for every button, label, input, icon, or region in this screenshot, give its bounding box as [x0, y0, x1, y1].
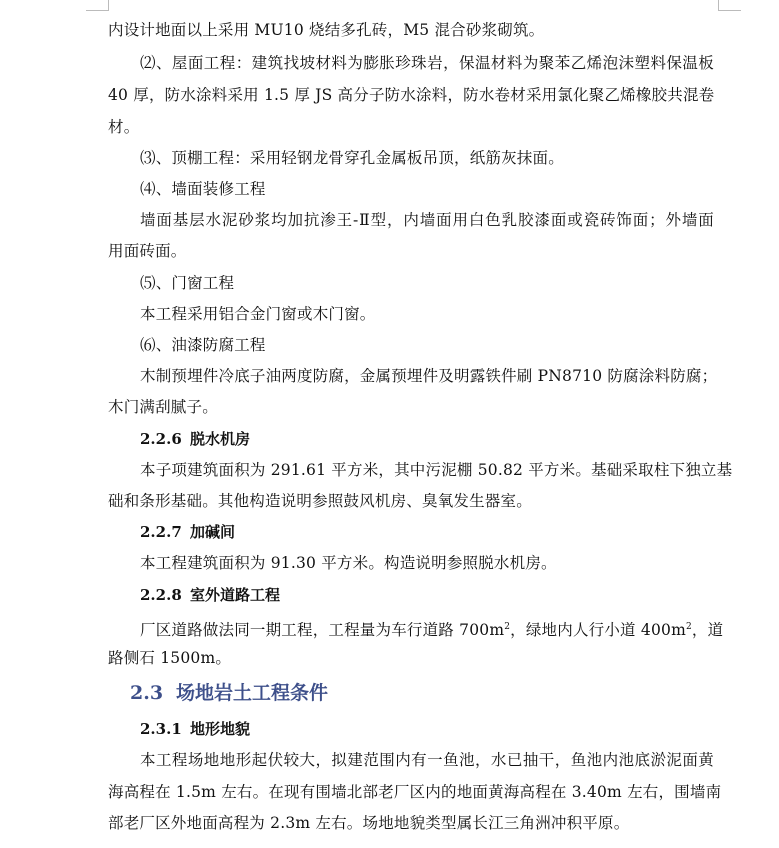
section-heading-2-2-7 [140, 522, 235, 542]
body-line: ⑹、油漆防腐工程 [140, 336, 266, 354]
body-line: 本工程建筑面积为 91.30 平方米。构造说明参照脱水机房。 [140, 554, 557, 572]
section-number: 2.2.7 [140, 523, 182, 541]
section-heading-2-3 [130, 681, 328, 705]
section-number: 2.3.1 [140, 720, 182, 738]
body-line: 用面砖面。 [108, 242, 187, 260]
text-run: ，绿地内人行小道 400m [510, 621, 686, 640]
section-title: 场地岩土工程条件 [176, 682, 329, 704]
superscript: 2 [685, 622, 692, 632]
body-line: 材。 [108, 118, 140, 136]
body-line: ⑸、门窗工程 [140, 274, 235, 292]
section-heading-2-2-8 [140, 585, 280, 605]
body-line: 内设计地面以上采用 MU10 烧结多孔砖，M5 混合砂浆砌筑。 [108, 21, 545, 39]
superscript: 2 [504, 622, 511, 632]
section-heading-2-3-1 [140, 719, 250, 739]
body-line: 木门满刮腻子。 [108, 398, 218, 416]
section-title: 室外道路工程 [190, 586, 281, 604]
body-line [140, 617, 724, 640]
body-line: 本工程场地地形起伏较大，拟建范围内有一鱼池，水已抽干，鱼池内池底淤泥面黄 [140, 751, 714, 769]
body-line: 路侧石 1500m。 [108, 649, 232, 667]
body-line: 木制预埋件冷底子油两度防腐，金属预埋件及明露铁件刷 PN8710 防腐涂料防腐； [140, 367, 718, 385]
section-number: 2.3 [130, 682, 164, 704]
body-line: 本子项建筑面积为 291.61 平方米，其中污泥棚 50.82 平方米。基础采取柱下独立基 [140, 461, 733, 479]
section-title: 地形地貌 [190, 720, 251, 738]
section-title: 脱水机房 [190, 430, 251, 448]
body-line: ⑶、顶棚工程：采用轻钢龙骨穿孔金属板吊顶，纸筋灰抹面。 [140, 149, 564, 167]
page-corner-mark-right [718, 0, 741, 11]
body-line: ⑷、墙面装修工程 [140, 180, 266, 198]
section-title: 加碱间 [190, 523, 236, 541]
body-line: ⑵、屋面工程：建筑找坡材料为膨胀珍珠岩，保温材料为聚苯乙烯泡沫塑料保温板 [140, 54, 714, 72]
body-line: 海高程在 1.5m 左右。在现有围墙北部老厂区内的地面黄海高程在 3.40m 左右，围墙南 [108, 783, 722, 801]
section-number: 2.2.6 [140, 430, 182, 448]
body-line: 40 厚，防水涂料采用 1.5 厚 JS 高分子防水涂料，防水卷材采用氯化聚乙烯橡胶共混卷 [108, 86, 715, 104]
section-heading-2-2-6 [140, 429, 250, 449]
page-corner-mark-left [86, 0, 109, 11]
body-line: 础和条形基础。其他构造说明参照鼓风机房、臭氧发生器室。 [108, 492, 532, 510]
section-number: 2.2.8 [140, 586, 182, 604]
body-line: 部老厂区外地面高程为 2.3m 左右。场地地貌类型属长江三角洲冲积平原。 [108, 814, 630, 832]
body-line: 墙面基层水泥砂浆均加抗渗王-Ⅱ型，内墙面用白色乳胶漆面或瓷砖饰面；外墙面 [140, 211, 714, 229]
text-run: 厂区道路做法同一期工程，工程量为车行道路 700m [140, 621, 505, 640]
text-run: ，道 [691, 621, 724, 640]
body-line: 本工程采用铝合金门窗或木门窗。 [140, 305, 376, 323]
